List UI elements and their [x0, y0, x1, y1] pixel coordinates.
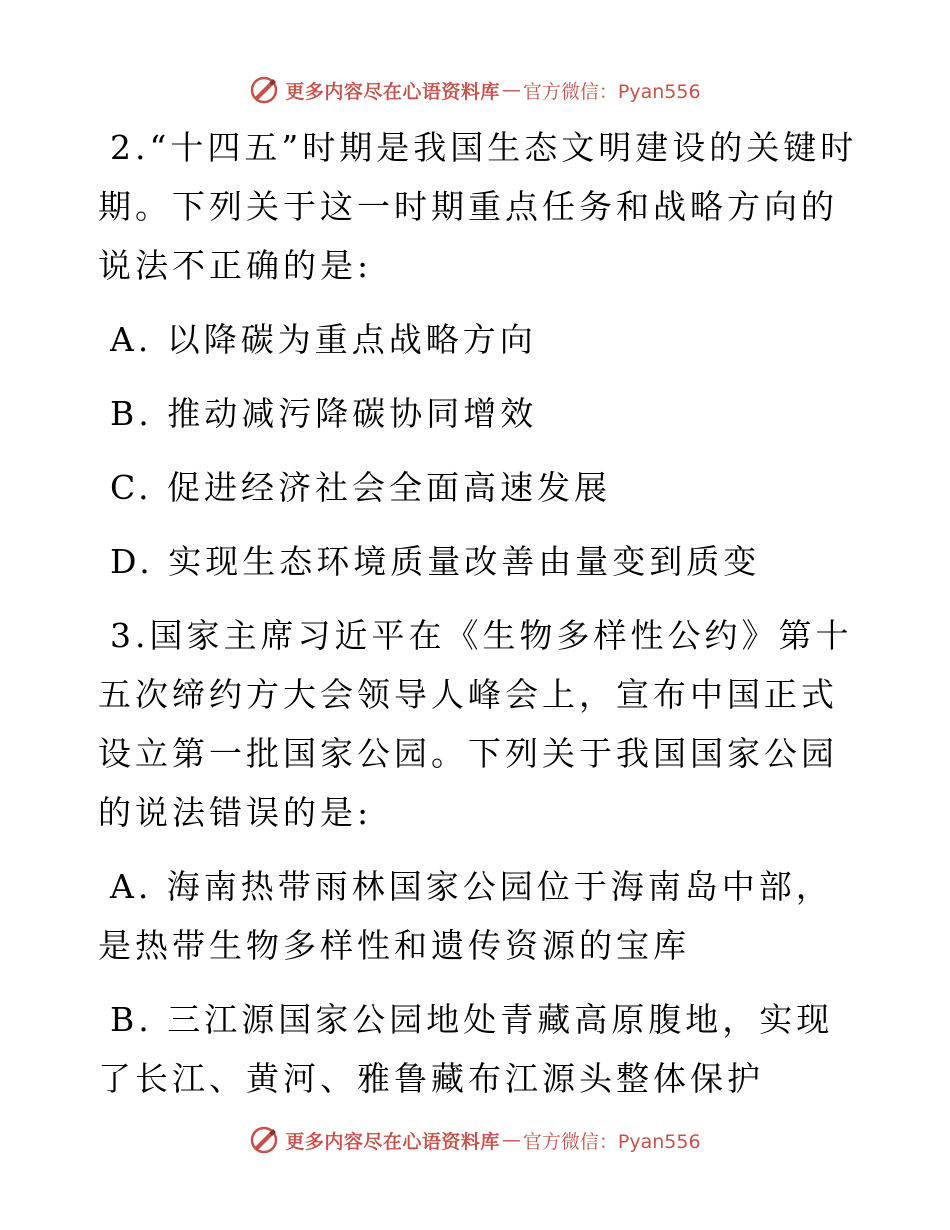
watermark-dash: — — [501, 79, 521, 101]
watermark-contact: 官方微信：Pyan556 — [522, 80, 701, 103]
question-2-option-c: C. 促进经济社会全面高速发展 — [110, 468, 612, 507]
pen-circle-logo-icon — [249, 75, 279, 105]
question-3-stem: 3.国家主席习近平在《生物多样性公约》第十五次缔约方大会领导人峰会上，宣布中国正式设立第一批国家公园。下列关于我国国家公园的说法错误的是: — [98, 616, 853, 832]
question-2-option-a: A. 以降碳为重点战略方向 — [110, 320, 537, 359]
question-2-option-d: D. 实现生态环境质量改善由量变到质变 — [110, 542, 761, 581]
watermark-header — [0, 70, 950, 110]
watermark-text: 更多内容尽在心语资料库 — [285, 1130, 500, 1153]
watermark-contact: 官方微信：Pyan556 — [522, 1130, 701, 1153]
question-3-option-b: B. 三江源国家公园地处青藏高原腹地，实现了长江、黄河、雅鲁藏布江源头整体保护 — [98, 1000, 834, 1098]
question-3-option-a: A. 海南热带雨林国家公园位于海南岛中部，是热带生物多样性和遗传资源的宝库 — [98, 867, 833, 965]
pen-circle-logo-icon — [249, 1125, 279, 1155]
document-body — [98, 118, 858, 1123]
watermark-dash: — — [501, 1129, 521, 1151]
watermark-text: 更多内容尽在心语资料库 — [285, 80, 500, 103]
watermark-footer — [0, 1120, 950, 1160]
question-2-option-b: B. 推动减污降碳协同增效 — [110, 394, 538, 433]
question-2-stem: 2.“十四五”时期是我国生态文明建设的关键时期。下列关于这一时期重点任务和战略方向的说法不正确的是: — [98, 128, 858, 285]
